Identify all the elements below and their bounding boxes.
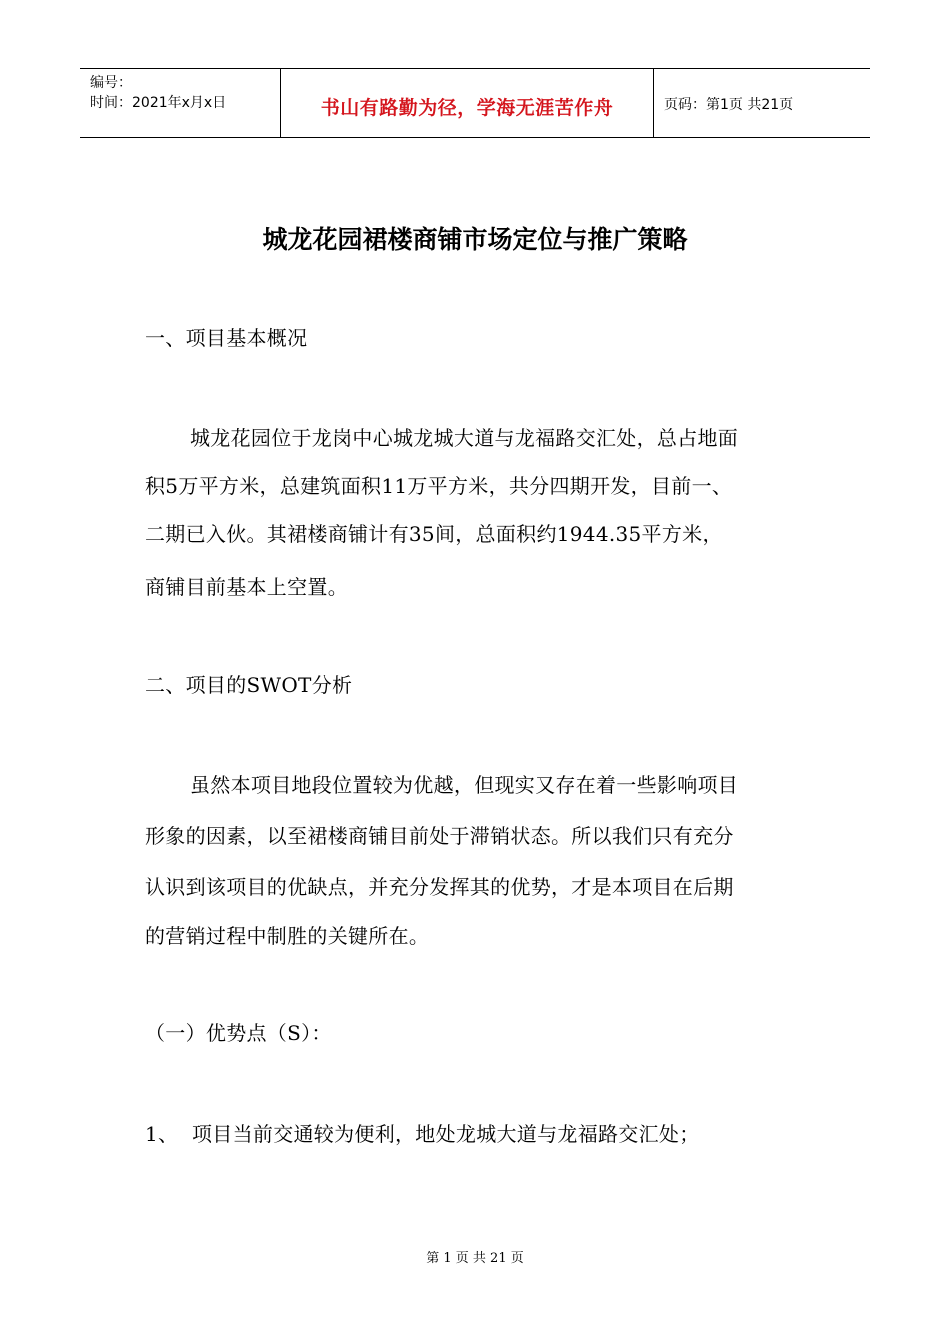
para2-line: 形象的因素，以至裙楼商铺目前处于滞销状态。所以我们只有充分 [145, 824, 734, 848]
section1-heading: 一、项目基本概况 [145, 326, 308, 350]
time-label: 时间：2021年x月x日 [90, 95, 227, 111]
para1-line: 积5万平方米，总建筑面积11万平方米，共分四期开发，目前一、 [145, 474, 733, 498]
header-left-cell [80, 69, 281, 137]
document-title: 城龙花园裙楼商铺市场定位与推广策略 [262, 225, 688, 254]
page-footer: 第 1 页 共 21 页 [426, 1251, 524, 1266]
para1-line: 商铺目前基本上空置。 [145, 575, 348, 599]
header-table [80, 68, 870, 138]
list-item-number: 1、 [145, 1122, 179, 1146]
para2-line: 认识到该项目的优缺点，并充分发挥其的优势，才是本项目在后期 [145, 875, 734, 899]
header-right-cell [654, 69, 870, 137]
header-page-info: 页码：第1页 共21页 [664, 97, 794, 113]
number-label: 编号： [90, 75, 132, 91]
header-motto: 书山有路勤为径，学海无涯苦作舟 [320, 97, 614, 119]
para1-line: 城龙花园位于龙岗中心城龙城大道与龙福路交汇处，总占地面 [190, 426, 739, 450]
subsection-heading: （一）优势点（S）： [145, 1021, 332, 1045]
para2-line: 的营销过程中制胜的关键所在。 [145, 924, 430, 948]
para1-line: 二期已入伙。其裙楼商铺计有35间，总面积约1944.35平方米， [145, 522, 723, 546]
section2-heading: 二、项目的SWOT分析 [145, 673, 353, 697]
list-item-text: 项目当前交通较为便利，地处龙城大道与龙福路交汇处； [192, 1122, 700, 1146]
para2-line: 虽然本项目地段位置较为优越，但现实又存在着一些影响项目 [190, 773, 739, 797]
header-middle-cell [281, 69, 654, 137]
